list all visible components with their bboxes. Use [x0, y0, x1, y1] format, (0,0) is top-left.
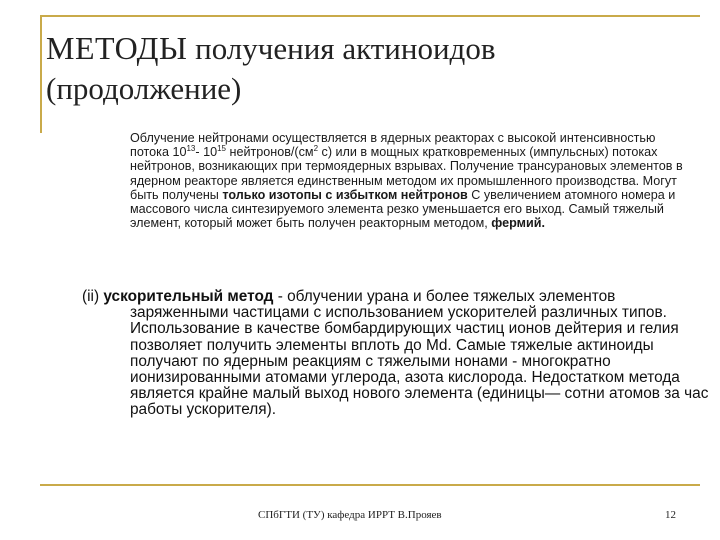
- footer-rule: [40, 484, 700, 486]
- title-caps: МЕТОДЫ: [46, 30, 188, 66]
- para1-bold-2: фермий.: [491, 216, 545, 231]
- para2-bold: ускорительный метод: [103, 288, 274, 305]
- paragraph-neutron-irradiation: [130, 131, 695, 230]
- para1-text-4: с) или в мощных кратковременных (импульсных) потоках нейтронов, возникающих при термоядерных взрывах. Получение трансурановых элементов в ядерном реакторе является единственным методом их промышленного производства. Могут быть получены: [130, 145, 683, 202]
- para1-sup-2: 15: [217, 144, 226, 154]
- title-line2: (продолжение): [46, 71, 242, 106]
- para1-text-5: С увеличением атомного номера и массового числа синтезируемого элемента резко уменьшается его выход. Самый тяжелый элемент, который может быть получен реакторным методом,: [130, 187, 676, 231]
- paragraph-accelerator-method: [82, 289, 712, 419]
- slide-title: [46, 28, 686, 109]
- footer-text: СПбГТИ (ТУ) кафедра ИРРТ В.Прояев: [258, 509, 442, 521]
- frame-left-rule: [40, 15, 42, 133]
- para1-sup-1: 13: [186, 144, 196, 154]
- para1-text-3: нейтронов/(см: [226, 145, 314, 160]
- para2-prefix: (ii): [82, 288, 104, 305]
- frame-top-rule: [40, 15, 700, 17]
- page-number: 12: [665, 509, 676, 521]
- para1-bold-1: только изотопы с избытком нейтронов: [222, 187, 468, 202]
- para1-sup-3: 2: [313, 144, 319, 154]
- para1-text-1: Облучение нейтронами осуществляется в ядерных реакторах с высокой интенсивностью потока 10: [130, 131, 656, 160]
- para1-text-2: - 10: [195, 145, 218, 160]
- para2-hanging: [82, 289, 712, 419]
- para2-text: - облучении урана и более тяжелых элементов заряженными частицами с использованием ускорителей различных типов. Использование в качестве бомбардирующих частиц ионов дейтерия и гелия позволяет получить элементы вплоть до Md. Самые тяжелые актиноиды получают по ядерным реакциям с тяжелыми нонами - многократно ионизированными атомами углерода, азота кислорода. Недостатком метода является крайне малый выход нового элемента (единицы— сотни атомов за час работы ускорителя).: [130, 288, 709, 419]
- title-rest: получения актиноидов: [187, 31, 496, 66]
